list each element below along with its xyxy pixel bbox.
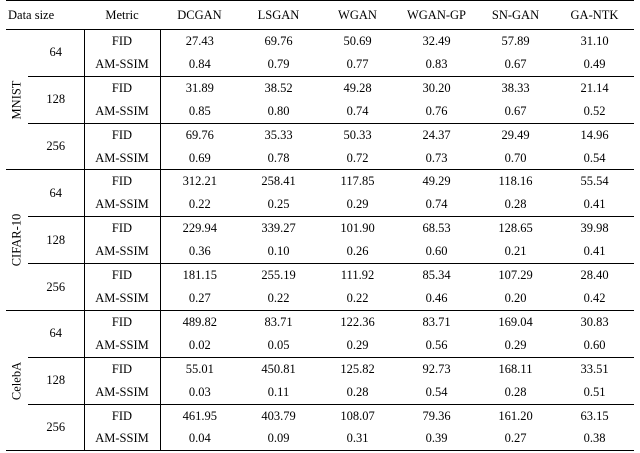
- value-cell: 403.79: [239, 404, 318, 427]
- value-cell: 181.15: [160, 264, 239, 287]
- value-cell: 108.07: [318, 404, 397, 427]
- metric-fid: FID: [84, 30, 160, 53]
- value-cell: 0.11: [239, 381, 318, 404]
- value-cell: 0.28: [476, 193, 555, 216]
- value-cell: 68.53: [397, 217, 476, 240]
- value-cell: 0.73: [397, 147, 476, 170]
- value-cell: 0.10: [239, 240, 318, 263]
- header-data-size: Data size: [8, 8, 55, 22]
- value-cell: 0.60: [397, 240, 476, 263]
- value-cell: 122.36: [318, 310, 397, 333]
- metric-am-ssim: AM-SSIM: [84, 53, 160, 76]
- header-model-wgan-gp: WGAN-GP: [406, 8, 467, 22]
- value-cell: 0.29: [318, 334, 397, 357]
- value-cell: 0.56: [397, 334, 476, 357]
- table-row: [6, 240, 634, 263]
- table-row: [6, 264, 634, 287]
- value-cell: 0.54: [555, 147, 634, 170]
- metric-am-ssim: AM-SSIM: [84, 100, 160, 123]
- value-cell: 0.77: [318, 53, 397, 76]
- value-cell: 30.20: [397, 76, 476, 99]
- value-cell: 35.33: [239, 123, 318, 146]
- value-cell: 0.72: [318, 147, 397, 170]
- table-row: [6, 193, 634, 216]
- metric-fid: FID: [84, 123, 160, 146]
- value-cell: 0.46: [397, 287, 476, 310]
- value-cell: 0.41: [555, 240, 634, 263]
- value-cell: 38.33: [476, 76, 555, 99]
- metric-am-ssim: AM-SSIM: [84, 240, 160, 263]
- value-cell: 0.70: [476, 147, 555, 170]
- dataset-name: CelebA: [9, 361, 24, 400]
- table-row: [6, 217, 634, 240]
- table-row: [6, 427, 634, 450]
- value-cell: 0.38: [555, 427, 634, 450]
- table-row: [6, 123, 634, 146]
- value-cell: 50.33: [318, 123, 397, 146]
- header-model-ga-ntk: GA-NTK: [570, 8, 619, 22]
- value-cell: 107.29: [476, 264, 555, 287]
- value-cell: 27.43: [160, 30, 239, 53]
- value-cell: 0.22: [318, 287, 397, 310]
- metric-am-ssim: AM-SSIM: [84, 427, 160, 450]
- value-cell: 57.89: [476, 30, 555, 53]
- value-cell: 69.76: [160, 123, 239, 146]
- dataset-name: CIFAR-10: [9, 213, 24, 267]
- value-cell: 0.39: [397, 427, 476, 450]
- value-cell: 0.42: [555, 287, 634, 310]
- value-cell: 21.14: [555, 76, 634, 99]
- table-row: [6, 147, 634, 170]
- value-cell: 0.26: [318, 240, 397, 263]
- data-size-cell: 64: [28, 30, 84, 77]
- dataset-name: MNIST: [9, 80, 24, 120]
- header-model-lsgan: LSGAN: [257, 8, 300, 22]
- value-cell: 14.96: [555, 123, 634, 146]
- value-cell: 31.10: [555, 30, 634, 53]
- value-cell: 0.27: [476, 427, 555, 450]
- value-cell: 83.71: [239, 310, 318, 333]
- dataset-label: [6, 30, 28, 170]
- value-cell: 55.54: [555, 170, 634, 193]
- value-cell: 0.31: [318, 427, 397, 450]
- value-cell: 0.78: [239, 147, 318, 170]
- value-cell: 0.79: [239, 53, 318, 76]
- value-cell: 33.51: [555, 357, 634, 380]
- value-cell: 111.92: [318, 264, 397, 287]
- value-cell: 0.74: [397, 193, 476, 216]
- data-size-cell: 128: [28, 217, 84, 264]
- value-cell: 489.82: [160, 310, 239, 333]
- value-cell: 0.69: [160, 147, 239, 170]
- value-cell: 101.90: [318, 217, 397, 240]
- value-cell: 79.36: [397, 404, 476, 427]
- value-cell: 117.85: [318, 170, 397, 193]
- data-size-cell: 256: [28, 264, 84, 311]
- metric-fid: FID: [84, 76, 160, 99]
- value-cell: 0.67: [476, 100, 555, 123]
- value-cell: 118.16: [476, 170, 555, 193]
- data-size-cell: 256: [28, 123, 84, 170]
- table-row: [6, 100, 634, 123]
- table-row: [6, 76, 634, 99]
- value-cell: 31.89: [160, 76, 239, 99]
- value-cell: 0.27: [160, 287, 239, 310]
- header-model-sn-gan: SN-GAN: [491, 8, 540, 22]
- metric-am-ssim: AM-SSIM: [84, 381, 160, 404]
- value-cell: 229.94: [160, 217, 239, 240]
- value-cell: 0.67: [476, 53, 555, 76]
- value-cell: 312.21: [160, 170, 239, 193]
- value-cell: 0.29: [476, 334, 555, 357]
- metric-fid: FID: [84, 404, 160, 427]
- table-row: [6, 404, 634, 427]
- table-row: [6, 53, 634, 76]
- value-cell: 83.71: [397, 310, 476, 333]
- value-cell: 0.74: [318, 100, 397, 123]
- value-cell: 69.76: [239, 30, 318, 53]
- value-cell: 29.49: [476, 123, 555, 146]
- value-cell: 168.11: [476, 357, 555, 380]
- value-cell: 125.82: [318, 357, 397, 380]
- header-metric: Metric: [105, 8, 139, 22]
- value-cell: 0.28: [318, 381, 397, 404]
- value-cell: 0.80: [239, 100, 318, 123]
- table-row: [6, 381, 634, 404]
- table-row: [6, 287, 634, 310]
- value-cell: 0.84: [160, 53, 239, 76]
- value-cell: 169.04: [476, 310, 555, 333]
- value-cell: 0.09: [239, 427, 318, 450]
- results-table: [6, 0, 634, 451]
- metric-fid: FID: [84, 310, 160, 333]
- value-cell: 63.15: [555, 404, 634, 427]
- header-model-dcgan: DCGAN: [177, 8, 222, 22]
- data-size-cell: 256: [28, 404, 84, 451]
- value-cell: 32.49: [397, 30, 476, 53]
- value-cell: 85.34: [397, 264, 476, 287]
- value-cell: 0.60: [555, 334, 634, 357]
- value-cell: 0.51: [555, 381, 634, 404]
- data-size-cell: 128: [28, 357, 84, 404]
- table-row: [6, 357, 634, 380]
- value-cell: 38.52: [239, 76, 318, 99]
- table-row: [6, 310, 634, 333]
- value-cell: 0.28: [476, 381, 555, 404]
- value-cell: 0.49: [555, 53, 634, 76]
- value-cell: 0.41: [555, 193, 634, 216]
- value-cell: 50.69: [318, 30, 397, 53]
- value-cell: 0.36: [160, 240, 239, 263]
- metric-am-ssim: AM-SSIM: [84, 287, 160, 310]
- value-cell: 255.19: [239, 264, 318, 287]
- value-cell: 0.21: [476, 240, 555, 263]
- value-cell: 161.20: [476, 404, 555, 427]
- value-cell: 258.41: [239, 170, 318, 193]
- value-cell: 55.01: [160, 357, 239, 380]
- table-row: [6, 30, 634, 53]
- data-size-cell: 64: [28, 170, 84, 217]
- table-body: [6, 30, 634, 451]
- value-cell: 0.03: [160, 381, 239, 404]
- value-cell: 0.76: [397, 100, 476, 123]
- data-size-cell: 64: [28, 310, 84, 357]
- value-cell: 0.20: [476, 287, 555, 310]
- value-cell: 0.25: [239, 193, 318, 216]
- value-cell: 0.02: [160, 334, 239, 357]
- value-cell: 0.52: [555, 100, 634, 123]
- value-cell: 49.28: [318, 76, 397, 99]
- data-size-cell: 128: [28, 76, 84, 123]
- metric-am-ssim: AM-SSIM: [84, 147, 160, 170]
- value-cell: 0.04: [160, 427, 239, 450]
- value-cell: 461.95: [160, 404, 239, 427]
- value-cell: 0.54: [397, 381, 476, 404]
- value-cell: 28.40: [555, 264, 634, 287]
- value-cell: 450.81: [239, 357, 318, 380]
- value-cell: 49.29: [397, 170, 476, 193]
- value-cell: 0.22: [239, 287, 318, 310]
- value-cell: 0.83: [397, 53, 476, 76]
- table-row: [6, 170, 634, 193]
- value-cell: 0.85: [160, 100, 239, 123]
- metric-fid: FID: [84, 264, 160, 287]
- metric-fid: FID: [84, 357, 160, 380]
- metric-am-ssim: AM-SSIM: [84, 193, 160, 216]
- value-cell: 128.65: [476, 217, 555, 240]
- value-cell: 0.29: [318, 193, 397, 216]
- value-cell: 24.37: [397, 123, 476, 146]
- value-cell: 30.83: [555, 310, 634, 333]
- header-model-wgan: WGAN: [338, 8, 377, 22]
- value-cell: 0.05: [239, 334, 318, 357]
- value-cell: 0.22: [160, 193, 239, 216]
- value-cell: 92.73: [397, 357, 476, 380]
- metric-am-ssim: AM-SSIM: [84, 334, 160, 357]
- value-cell: 39.98: [555, 217, 634, 240]
- metric-fid: FID: [84, 217, 160, 240]
- dataset-label: [6, 310, 28, 450]
- metric-fid: FID: [84, 170, 160, 193]
- value-cell: 339.27: [239, 217, 318, 240]
- table-row: [6, 334, 634, 357]
- table-header: [6, 1, 634, 30]
- dataset-label: [6, 170, 28, 310]
